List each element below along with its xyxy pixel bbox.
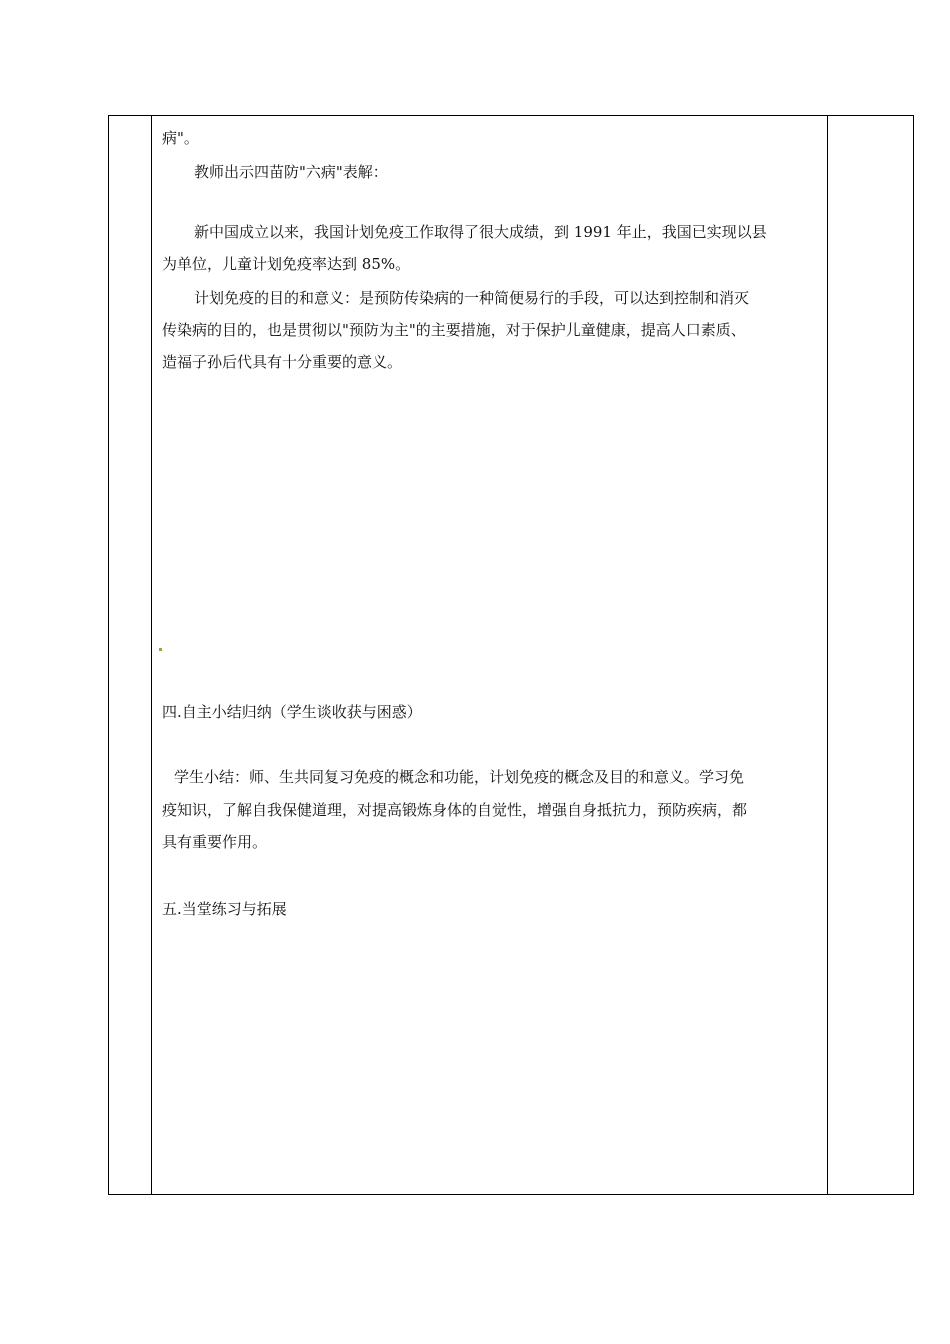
left-column (109, 116, 152, 1194)
summary-line-1: 学生小结：师、生共同复习免疫的概念和功能，计划免疫的概念及目的和意义。学习免 (174, 768, 745, 786)
table-intro-text: 教师出示四苗防"六病"表解： (194, 163, 388, 181)
purpose-line-2: 传染病的目的，也是贯彻以"预防为主"的主要措施，对于保护儿童健康，提高人口素质、 (162, 321, 746, 339)
achievement-line-2: 为单位，儿童计划免疫率达到 85%。 (162, 255, 411, 273)
green-dot-mark (159, 648, 162, 651)
summary-line-2: 疫知识，了解自我保健道理，对提高锻炼身体的自觉性，增强自身抵抗力，预防疾病，都 (162, 801, 748, 819)
text-line-continuation: 病"。 (162, 129, 199, 147)
section-5-title: 五.当堂练习与拓展 (162, 900, 287, 918)
lesson-table (108, 115, 914, 1195)
content-column (152, 116, 829, 1194)
purpose-line-1: 计划免疫的目的和意义：是预防传染病的一种简便易行的手段，可以达到控制和消灭 (194, 289, 750, 307)
achievement-line-1: 新中国成立以来，我国计划免疫工作取得了很大成绩，到 1991 年止，我国已实现以县 (194, 223, 767, 241)
section-4-title: 四.自主小结归纳（学生谈收获与困惑） (162, 703, 422, 721)
summary-line-3: 具有重要作用。 (162, 833, 268, 851)
purpose-line-3: 造福子孙后代具有十分重要的意义。 (162, 353, 403, 371)
right-column (827, 116, 913, 1194)
